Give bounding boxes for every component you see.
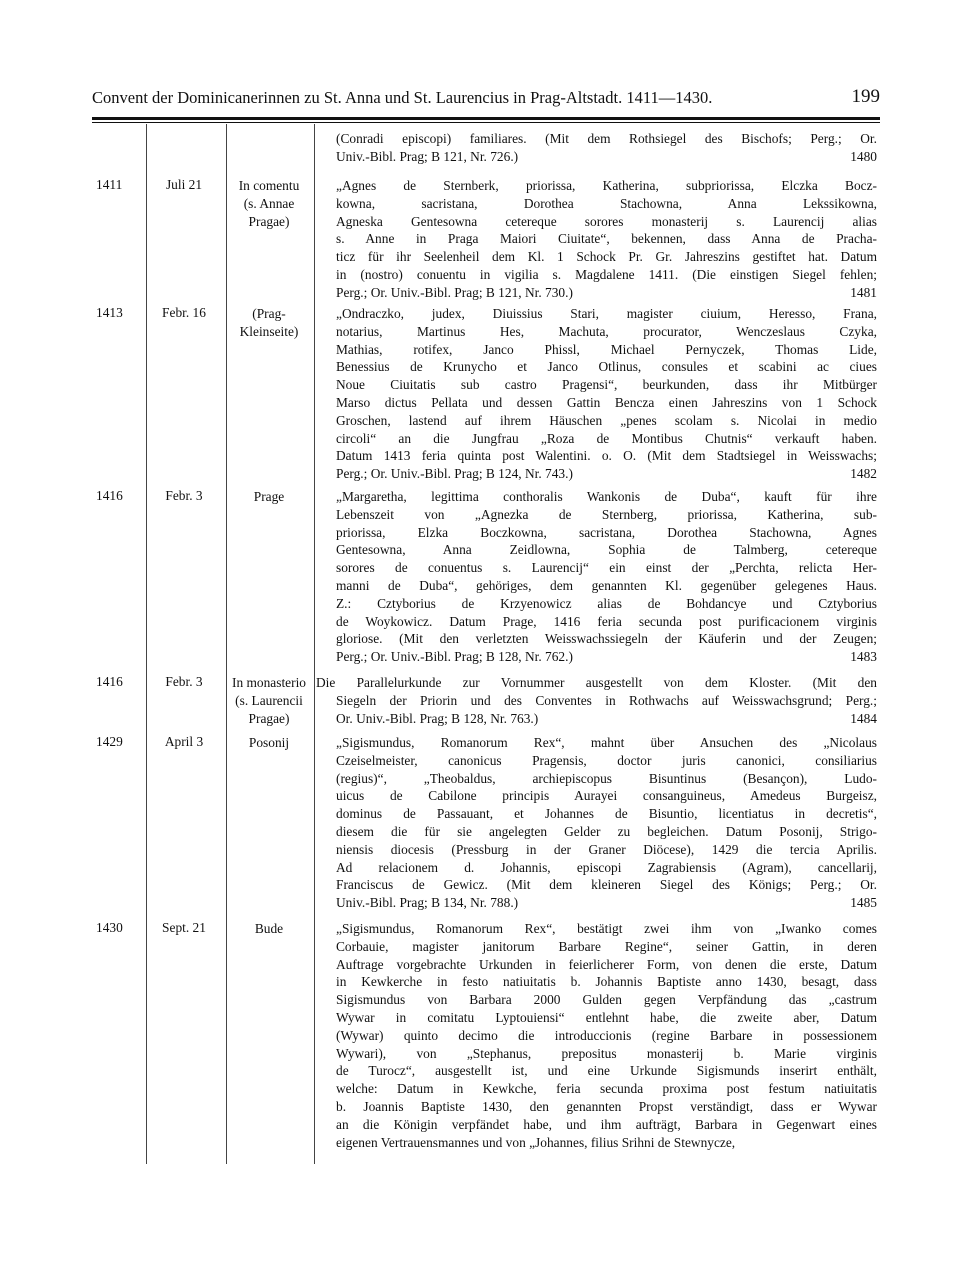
page-header <box>92 88 880 114</box>
entry-text-line: Czeiselmeister, canonicus Pragensis, doctor juris canonici, consiliarius <box>336 752 877 768</box>
entry-text-line: Lebenszeit von „Agnezka de Sternberg, priorissa, Katherina, sub- <box>336 506 877 522</box>
entry-text-line: (regius)“, „Theobaldus, archiepiscopus Bisuntinus (Besançon), Ludo- <box>336 770 877 786</box>
entry-date: Febr. 16 <box>162 305 206 320</box>
entry-date: Febr. 3 <box>165 674 203 689</box>
entry-text-line: (Wywar) quinto decimo die introduccionis (regine Barbare in possessionem <box>336 1027 877 1043</box>
entry-date: Sept. 21 <box>162 920 206 935</box>
entry-text-line: diesem die für sie angelegten Gelder zu begleichen. Datum Posonij, Strigo- <box>336 824 877 839</box>
column-rule-year <box>146 124 147 1164</box>
entry-place-line: Kleinseite) <box>239 323 299 339</box>
register-number: 1481 <box>850 284 877 300</box>
entry-text-line: sorores de conuentus s. Laurencij“ ein einst der „Perchta, relicta Her- <box>336 560 877 576</box>
entry-year: 1416 <box>96 674 123 689</box>
entry-year: 1430 <box>96 920 123 935</box>
entry-place <box>222 177 316 230</box>
entry-text-line: (Conradi episcopi) familiares. (Mit dem Rothsiegel des Bischofs; Perg.; Or. <box>336 131 877 146</box>
entry-text-line: Corbauie, magister janitorum Barbare Regine“, seiner Gattin, in deren <box>336 938 877 954</box>
entry-text-line: b. Joannis Baptiste 1430, den genannten Propst verständigt, dass er Wywar <box>336 1099 877 1114</box>
entry-place <box>222 734 316 752</box>
entry-text-line: Ad relacionem d. Johannis, episcopi Zagrabiensis (Agram), cancellarij, <box>336 859 877 875</box>
entry-text-line: de Woykowicz. Datum Prage, 1416 feria secunda post purificacionem virginis <box>336 613 877 629</box>
entry-text-line: Gentesowna, Anna Zeidlowna, Sophia de Talmberg, cetereque <box>336 542 877 558</box>
entry-place-line: In comentu <box>238 178 300 193</box>
entry-text-line: niensis diocesis (Pressburg in der Graner Diöcese), 1429 die tercia Aprilis. <box>336 841 877 857</box>
entry-text-line: Benessius de Krunycho et Janco Otlinus, consules et scabini ac ciues <box>336 359 877 375</box>
entry-place-line: Pragae) <box>248 213 290 229</box>
column-rule-place <box>314 124 315 1164</box>
entry-text-line: Siegeln der Priorin und des Conventes in Rothwachs auf Weisswachsgrund; Perg.; <box>336 692 877 708</box>
entry-text-line: de Turocz“, ausgestellt ist, und eine Urkunde Sigismunds inserirt enthält, <box>336 1063 877 1079</box>
entry-text-line: Univ.-Bibl. Prag; B 121, Nr. 726.) 1480 <box>336 148 877 164</box>
entry-text-line: Groschen, lastend auf ihrem Häuschen „penes scolam s. Nicolai in medio <box>336 412 877 428</box>
entry-text-line: notarius, Martinus Hes, Machuta, procurator, Wenczeslaus Czyka, <box>336 323 877 339</box>
entry-text-line: Noue Ciuitatis sub castro Pragensi“, beurkunden, dass ihr Mitbürger <box>336 377 877 393</box>
entry-text-line: Univ.-Bibl. Prag; B 134, Nr. 788.) 1485 <box>336 895 877 911</box>
entry-text-line: in Kewkerche in festo natiuitatis b. Johannis Baptiste anno 1430, besagt, dass <box>336 974 877 990</box>
register-number: 1483 <box>850 649 877 665</box>
entry-date: Juli 21 <box>165 177 203 192</box>
entry-text-line: „Margaretha, legittima conthoralis Wankonis de Duba“, kauft für ihre <box>336 489 877 504</box>
register-number: 1485 <box>850 895 877 911</box>
entry-text-line: Perg.; Or. Univ.-Bibl. Prag; B 128, Nr. 762.) 1483 <box>336 649 877 665</box>
entry-place-line: Bude <box>254 921 284 936</box>
entry-place-line: (Prag- <box>252 306 286 321</box>
entry-place-line: (s. Annae <box>243 195 295 211</box>
entry-place-line: (s. Laurencii <box>235 692 303 708</box>
entry-year: 1411 <box>96 177 123 192</box>
entry-text-line: circoli“ an die Jungfrau „Roza de Montibus Chutnis“ verkauft haben. <box>336 430 877 446</box>
entry-text-line: Marso dictus Pellata und dessen Gattin Bencza einen Jahreszins von 1 Schock <box>336 395 877 410</box>
entry-text-line: Auftrage vorgebrachte Urkunden in feierlicherer Form, von denen die erste, Datum <box>336 956 877 972</box>
entry-place-line: In monasterio <box>231 675 306 690</box>
entry-text-line: „Agnes de Sternberk, priorissa, Katherina, subpriorissa, Elczka Bocz- <box>336 178 877 193</box>
entry-text-line: Wywari), von „Stephanus, prepositus monasterij b. Marie virginis <box>336 1045 877 1061</box>
entry-place <box>222 920 316 938</box>
header-rule-thin <box>92 122 880 123</box>
entry-text-line: eigenen Vertrauensmannes und von „Johannes, filius Srihni de Stewnycze, <box>336 1134 736 1150</box>
entry-text-line: Wywar in comitatu Lyptouiensi“ entlehnt habe, die zweite aber, Datum <box>336 1010 877 1025</box>
entry-text-line: manni de Duba“, gehöriges, dem genannten Kl. gegenüber gelegenes Haus. <box>336 578 877 593</box>
entry-text-line: gloriose. (Mit den verletzten Weisswachssiegeln der Käuferin und der Zeugen; <box>336 631 877 647</box>
register-number: 1482 <box>850 466 877 482</box>
entry-text-line: an die Königin verpfändet habe, und ihm aufträgt, Barbara in Gegenwart eines <box>336 1116 877 1132</box>
entry-text-line: dominus de Passauant, et Johannes de Bisuntio, licentiatus in decretis“, <box>336 806 877 822</box>
entry-date: Febr. 3 <box>165 488 203 503</box>
entry-text-line: uicus de Cabilone principis Aurayei consanguineus, Amedeus Burgeisz, <box>336 788 877 804</box>
entry-text-line: in (nostro) conuentu in vigilia s. Magdalene 1411. (Die einstigen Siegel fehlen; <box>336 267 877 282</box>
header-rule-thick <box>92 117 880 120</box>
column-rule-date <box>226 124 227 1164</box>
entry-text-line: Agneska Gentesowna cetereque sorores monasterij s. Laurencij alias <box>336 213 877 229</box>
entry-text-line: Datum 1413 feria quinta post Walentini. o. O. (Mit dem Stadtsiegel in Weisswachs; <box>336 448 877 464</box>
entry-text-line: „Ondraczko, judex, Diuissius Stari, magister ciuium, Heresso, Frana, <box>336 306 877 321</box>
entry-year: 1413 <box>96 305 123 320</box>
page-number: 199 <box>851 86 880 107</box>
entry-text-line: Perg.; Or. Univ.-Bibl. Prag; B 121, Nr. 730.) 1481 <box>336 284 877 300</box>
entry-text-line: priorissa, Elzka Boczkowna, sacristana, Dorothea Stachowna, Agnes <box>336 524 877 540</box>
entry-place <box>222 674 316 727</box>
entry-year: 1416 <box>96 488 123 503</box>
register-number: 1480 <box>850 148 877 164</box>
entry-text-line: Z.: Cztyborius de Krzyenowicz alias de Bohdancye und Cztyborius <box>336 595 877 611</box>
entry-text-line: Mathias, rotifex, Janco Phissl, Michael Pernyczek, Thomas Lide, <box>336 341 877 357</box>
entry-date: April 3 <box>164 734 204 749</box>
entry-place-line: Posonij <box>248 735 290 750</box>
entry-text-line: Franciscus de Gewicz. (Mit dem kleineren Siegel des Königs; Perg.; Or. <box>336 877 877 893</box>
entry-place-line: Pragae) <box>248 710 290 726</box>
entry-text-line: „Sigismundus, Romanorum Rex“, mahnt über Ansuchen des „Nicolaus <box>336 735 877 750</box>
entry-year: 1429 <box>96 734 123 749</box>
running-title: Convent der Dominicanerinnen zu St. Anna und St. Laurencius in Prag-Altstadt. 1411—1430. <box>92 88 713 107</box>
entry-text-line: „Sigismundus, Romanorum Rex“, bestätigt zwei ihm von „Iwanko comes <box>336 921 877 936</box>
entry-place <box>222 488 316 506</box>
entry-text-line: Sigismundus von Barbara 2000 Gulden gegen Verpfändung das „castrum <box>336 992 877 1008</box>
entry-text-line: Perg.; Or. Univ.-Bibl. Prag; B 124, Nr. 743.) 1482 <box>336 466 877 482</box>
entry-place <box>222 305 316 341</box>
entry-text-line: welche: Datum in Kewkche, feria secunda proxima post festum natiuitatis <box>336 1081 877 1097</box>
entry-text-line: s. Anne in Praga Maiori Ciuitate“, bekennen, dass Anna de Pracha- <box>336 231 877 247</box>
entry-text-line: Or. Univ.-Bibl. Prag; B 128, Nr. 763.) 1484 <box>336 710 877 726</box>
entry-text-line: Die Parallelurkunde zur Vornummer ausgestellt von dem Kloster. (Mit den <box>316 675 877 690</box>
entry-place-line: Prage <box>253 489 285 504</box>
entry-text-line: kowna, sacristana, Dorothea Stachowna, Anna Lekssikowna, <box>336 195 877 211</box>
register-number: 1484 <box>850 710 877 726</box>
entry-text-line: ticz für ihr Seelenheil dem Kl. 1 Schock Pr. Gr. Jahreszins gestiftet hat. Datum <box>336 249 877 265</box>
